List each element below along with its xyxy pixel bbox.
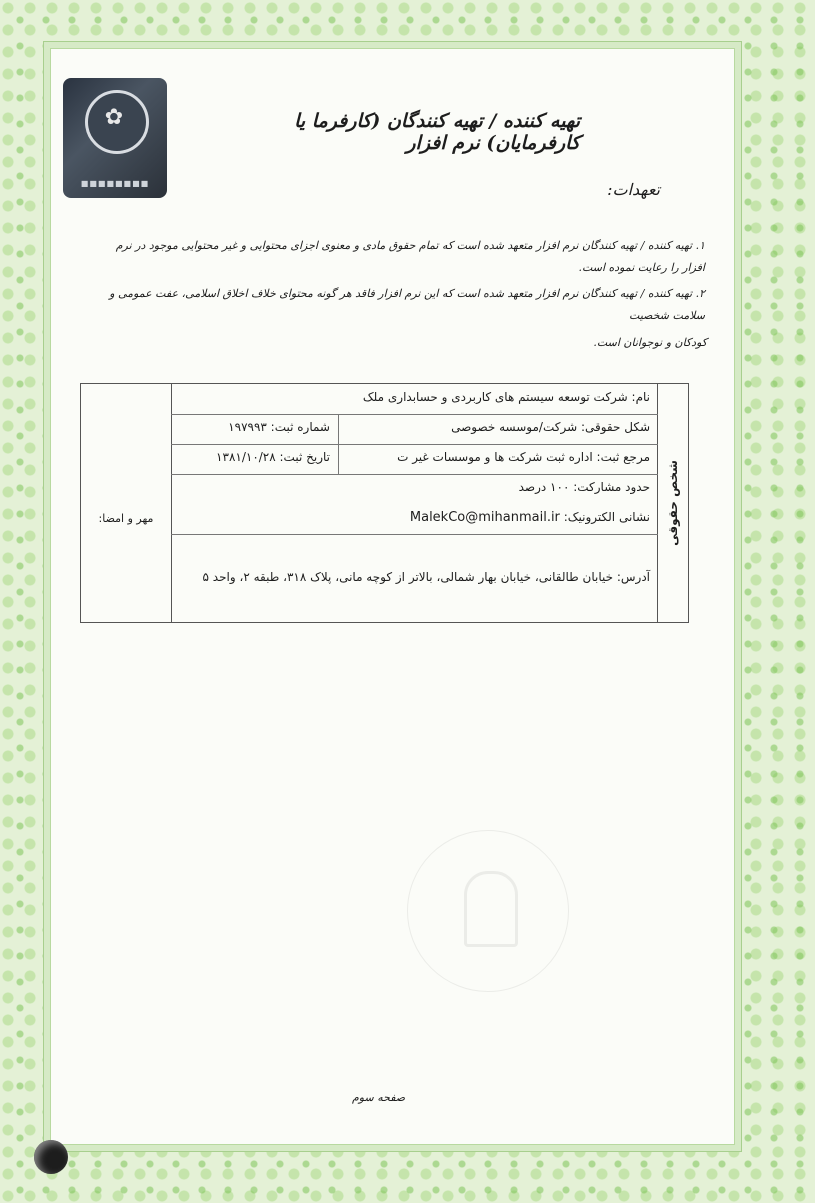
legal-form: شکل حقوقی: شرکت/موسسه خصوصی <box>451 420 650 434</box>
email-address: MalekCo@mihanmail.ir <box>409 510 560 525</box>
registration-date: تاریخ ثبت: ۱۳۸۱/۱۰/۲۸ <box>171 444 339 474</box>
company-address: آدرس: خیابان طالقانی، خیابان بهار شمالی، بالاتر از کوچه مانی، پلاک ۳۱۸، طبقه ۲، واحد ۵ <box>202 570 650 584</box>
email-cell <box>171 504 658 534</box>
stamp-text: ■■■■■■■■ <box>80 179 150 188</box>
hologram-stamp <box>63 78 167 198</box>
seal-label: مهر و امضا: <box>98 512 154 525</box>
registration-number: شماره ثبت: ۱۹۷۹۹۳ <box>171 414 339 444</box>
table-row-registration <box>171 444 658 475</box>
registration-reference: مرجع ثبت: اداره ثبت شرکت ها و موسسات غیر ت <box>397 450 650 464</box>
pledges-label: تعهدات: <box>607 180 660 199</box>
document-title: تهیه کننده / تهیه کنندگان (کارفرما یا کارفرمایان) نرم افزار <box>294 110 580 154</box>
seal-signature-column <box>81 384 172 622</box>
table-row-spacer <box>171 534 658 564</box>
legal-entity-side-label <box>657 384 688 622</box>
company-name: نام: شرکت توسعه سیستم های کاربردی و حسابداری ملک <box>362 390 650 404</box>
pledge-item: ۲. تهیه کننده / تهیه کنندگان نرم افزار متعهد شده است که این نرم افزار فاقد هر گونه محتوای خلاف اخلاق اسلامی، عفت عمومی و سلامت شخصیت <box>109 287 705 322</box>
pledge-item: کودکان و نوجوانان است. <box>593 336 707 349</box>
email-label: نشانی الکترونیک: <box>563 510 650 524</box>
embossed-emblem-watermark <box>407 830 569 992</box>
table-row-email <box>171 504 658 535</box>
pledge-item: ۱. تهیه کننده / تهیه کنندگان نرم افزار متعهد شده است که تمام حقوق مادی و معنوی اجزای محتوایی و غیر محتوایی موجود در نرم افزار را رعایت نموده است. <box>115 239 705 274</box>
binder-hole <box>34 1140 68 1174</box>
participation-share: حدود مشارکت: ۱۰۰ درصد <box>518 480 650 494</box>
table-row-legal-form <box>171 414 658 445</box>
stamp-emblem-icon: ✿ <box>104 105 124 130</box>
page-label: صفحه سوم <box>352 1091 406 1104</box>
table-rows <box>171 384 658 622</box>
table-row-address <box>171 564 658 624</box>
table-row-name <box>171 384 658 415</box>
side-label-text: شخص حقوقی <box>666 460 680 546</box>
legal-entity-table <box>80 383 689 623</box>
table-row-participation <box>171 474 658 504</box>
